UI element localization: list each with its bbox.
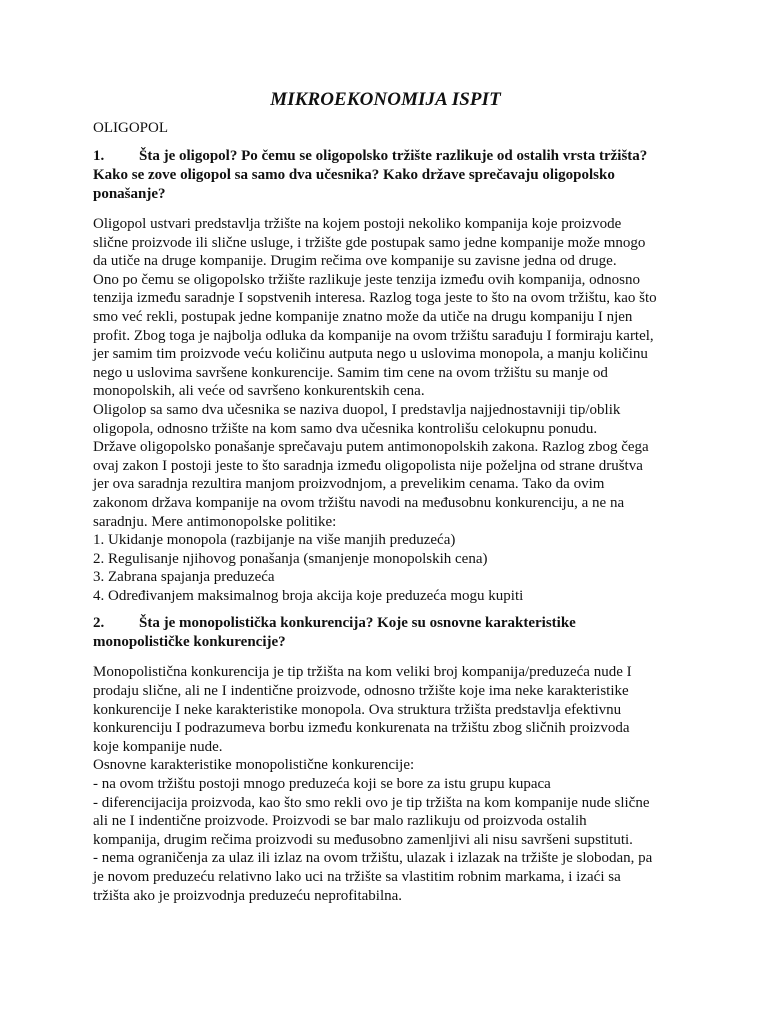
answer-2-line: Monopolistična konkurencija je tip tržišta na kom veliki broj kompanija/preduzeća nude I [93, 664, 632, 681]
question-1 [93, 147, 678, 204]
answer-1-list-item: 1. Ukidanje monopola (razbijanje na više manjih preduzeća) [93, 532, 456, 549]
answer-2 [93, 663, 678, 905]
answer-1-line: monopolskih, ali veće od savršeno konkurentskih cena. [93, 383, 425, 400]
question-1-text: Šta je oligopol? Po čemu se oligopolsko tržište razlikuje od ostalih vrsta tržišta? [139, 148, 648, 164]
document-title: MIKROEKONOMIJA ISPIT [270, 89, 501, 110]
question-2 [93, 614, 678, 652]
answer-1-line: tenzija između saradnje I sopstvenih interesa. Razlog toga jeste to što na ovom tržištu, kao što [93, 290, 657, 307]
answer-1-line: profit. Zbog toga je najbolja odluka da kompanije na ovom tržištu sarađuju I formiraju kartel, [93, 327, 654, 344]
answer-2-list-item: - nema ograničenja za ulaz ili izlaz na ovom tržištu, ulazak i izlazak na tržište je slobodan, pa [93, 850, 653, 867]
question-1-line: Kako se zove oligopol sa samo dva učesnika? Kako države sprečavaju oligopolsko [93, 167, 615, 183]
answer-1-list-item: 2. Regulisanje njihovog ponašanja (smanjenje monopolskih cena) [93, 550, 488, 567]
document-page [93, 88, 678, 914]
question-1-line: ponašanje? [93, 186, 166, 202]
answer-1-line: nego u uslovima savršene konkurencije. Samim tim cene na ovom tržištu su manje od [93, 364, 608, 381]
answer-1-line: saradnju. Mere antimonopolske politike: [93, 513, 337, 530]
answer-1-line: jer samim tim proizvode veću količinu autputa nego u uslovima monopola, a manju količinu [93, 346, 648, 363]
section-label-oligopol: OLIGOPOL [93, 120, 168, 136]
answer-2-line: koje kompanije nude. [93, 738, 223, 755]
question-2-number: 2. [93, 615, 105, 632]
answer-1-list-item: 3. Zabrana spajanja preduzeća [93, 569, 275, 586]
answer-2-line: tržišta ako je proizvodnja preduzeću neprofitabilna. [93, 887, 403, 904]
answer-1-list-item: 4. Određivanjem maksimalnog broja akcija koje preduzeća mogu kupiti [93, 587, 524, 604]
answer-1-line: Oligolop sa samo dva učesnika se naziva duopol, I predstavlja najjednostavniji tip/oblik [93, 401, 621, 418]
answer-1-line: jer ova saradnja rezultira manjom proizvodnjom, a prevelikim cenama. Tako da ovim [93, 476, 605, 493]
answer-2-list-item: - diferencijacija proizvoda, kao što smo rekli ovo je tip tržišta na kom kompanije nude slične [93, 794, 650, 811]
answer-2-line: Osnovne karakteristike monopolistične konkurencije: [93, 757, 415, 774]
answer-2-line: konkurenciju I podrazumeva borbu između konkurenata na tržištu zbog sličnih proizvoda [93, 720, 630, 737]
answer-2-line: konkurencije I neke karakteristike monopola. Ova struktura tržišta predstavlja efektivnu [93, 701, 622, 718]
answer-2-line: je novom preduzeću relativno lako uci na tržište sa vlastitim robnim markama, i izaći sa [93, 869, 621, 885]
answer-1-line: Oligopol ustvari predstavlja tržište na kojem postoji nekoliko kompanija koje proizvode [93, 216, 622, 232]
answer-1-line: slične proizvode ili slične usluge, i tržište gde postupak samo jedne kompanije može mnogo [93, 234, 646, 251]
question-1-number: 1. [93, 148, 105, 164]
question-2-line [93, 614, 678, 633]
answer-1-line: zakonom država kompanije na ovom tržištu navodi na međusobnu konkurenciju, a ne na [93, 494, 625, 511]
question-1-line [93, 147, 678, 166]
answer-2-line: kompanija, drugim rečima proizvodi su međusobno zamenljivi ali nisu savršeni supstituti. [93, 831, 633, 848]
answer-1-line: ovaj zakon I postoji jeste to što saradnja između oligopolista nije poželjna od strane društva [93, 457, 643, 474]
answer-1-line: da utiče na druge kompanije. Drugim rečima ove kompanije su zavisne jedna od druge. [93, 253, 617, 270]
question-2-text: Šta je monopolistička konkurencija? Koje su osnovne karakteristike [139, 615, 576, 632]
answer-1-line: Države oligopolsko ponašanje sprečavaju putem antimonopolskih zakona. Razlog zbog čega [93, 439, 649, 456]
answer-2-list-item: - na ovom tržištu postoji mnogo preduzeća koji se bore za istu grupu kupaca [93, 776, 551, 793]
answer-2-line: ali ne I indentične proizvode. Proizvodi se bar malo razlikuju od proizvoda ostalih [93, 813, 587, 830]
answer-1-line: smo već rekli, postupak jedne kompanije znatno može da utiče na drugu kompaniju I njen [93, 308, 633, 325]
question-2-line: monopolističke konkurencije? [93, 634, 286, 651]
answer-1-line: oligopola, odnosno tržište na kom samo dva učesnika kontrolišu celokupnu ponudu. [93, 420, 598, 437]
answer-1 [93, 215, 678, 605]
answer-2-line: prodaju slične, ali ne I indentične proizvode, odnosno tržište koje ima neke karakteristike [93, 683, 629, 700]
answer-1-line: Ono po čemu se oligopolsko tržište razlikuje jeste tenzija između ovih kompanija, odnosno [93, 271, 640, 288]
